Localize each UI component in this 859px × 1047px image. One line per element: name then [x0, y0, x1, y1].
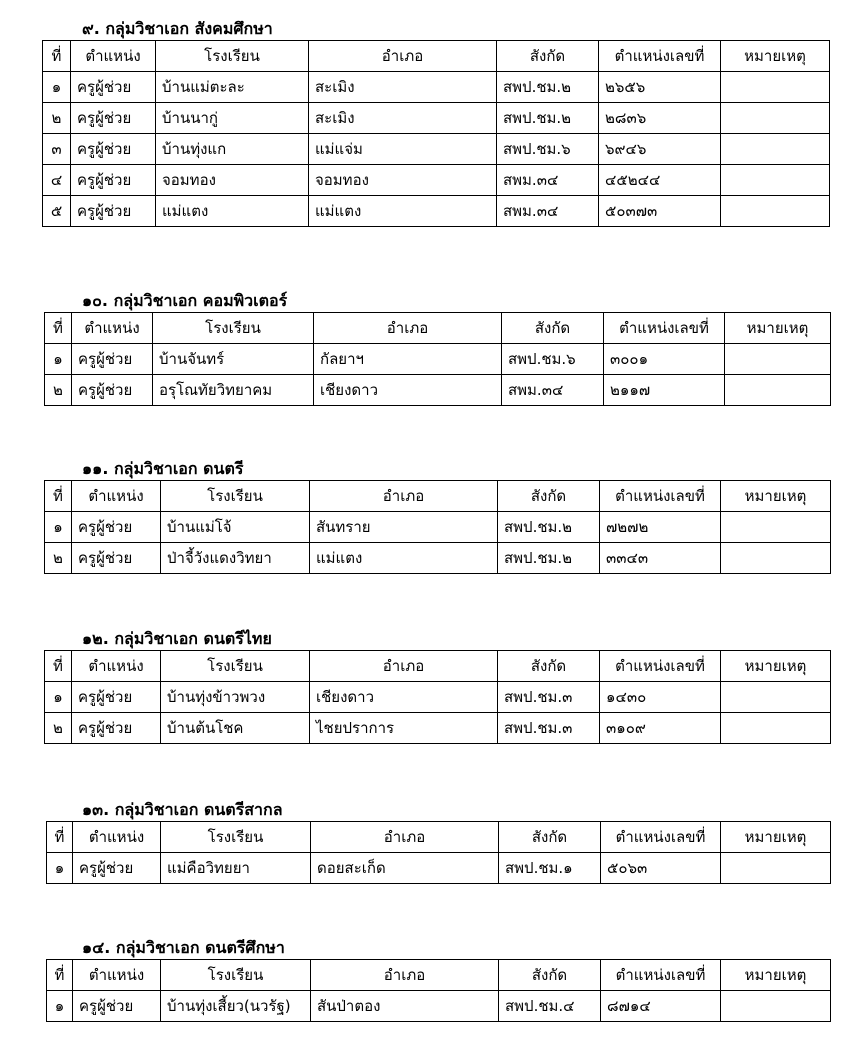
header-school: โรงเรียน	[161, 481, 310, 512]
cell-office: สพม.๓๔	[497, 165, 599, 196]
cell-position: ครูผู้ช่วย	[72, 375, 153, 406]
table-row	[45, 543, 831, 574]
cell-position: ครูผู้ช่วย	[71, 72, 156, 103]
table-row	[43, 134, 830, 165]
cell-school: บ้านทุ่งข้าวพวง	[161, 682, 310, 713]
cell-position-number: ๒๖๕๖	[599, 72, 721, 103]
cell-no: ๒	[45, 713, 72, 744]
cell-district: เชียงดาว	[314, 375, 502, 406]
header-district: อำเภอ	[310, 481, 498, 512]
cell-school: อรุโณทัยวิทยาคม	[153, 375, 314, 406]
cell-district: แม่แตง	[310, 543, 498, 574]
header-position: ตำแหน่ง	[71, 41, 156, 72]
section-title: ๑๒. กลุ่มวิชาเอก ดนตรีไทย	[82, 629, 272, 648]
header-remark: หมายเหตุ	[721, 822, 831, 853]
cell-school: บ้านแม่ตะละ	[156, 72, 309, 103]
cell-no: ๒	[45, 543, 72, 574]
section-title: ๑๔. กลุ่มวิชาเอก ดนตรีศึกษา	[82, 938, 285, 957]
header-remark: หมายเหตุ	[721, 41, 830, 72]
table-row	[43, 196, 830, 227]
cell-office: สพป.ชม.๖	[502, 344, 604, 375]
cell-district: เชียงดาว	[310, 682, 498, 713]
header-remark: หมายเหตุ	[721, 651, 831, 682]
header-district: อำเภอ	[310, 651, 498, 682]
table-header-row	[43, 41, 830, 72]
table-row	[45, 713, 831, 744]
section-title: ๙. กลุ่มวิชาเอก สังคมศึกษา	[82, 19, 273, 38]
cell-district: จอมทอง	[309, 165, 497, 196]
header-position: ตำแหน่ง	[73, 822, 161, 853]
header-no: ที่	[45, 481, 72, 512]
cell-position-number: ๔๕๒๔๔	[599, 165, 721, 196]
cell-no: ๑	[47, 991, 73, 1022]
cell-no: ๔	[43, 165, 71, 196]
header-school: โรงเรียน	[161, 822, 311, 853]
table-row	[45, 375, 831, 406]
cell-school: บ้านแม่โจ้	[161, 512, 310, 543]
cell-position: ครูผู้ช่วย	[71, 165, 156, 196]
cell-no: ๒	[43, 103, 71, 134]
header-district: อำเภอ	[311, 960, 499, 991]
cell-office: สพม.๓๔	[497, 196, 599, 227]
cell-position-number: ๕๐๖๓	[601, 853, 721, 884]
position-table	[42, 40, 830, 227]
cell-position-number: ๗๒๗๒	[600, 512, 721, 543]
position-table	[46, 959, 831, 1022]
header-position-number: ตำแหน่งเลขที่	[599, 41, 721, 72]
position-table	[46, 821, 831, 884]
header-district: อำเภอ	[309, 41, 497, 72]
cell-position: ครูผู้ช่วย	[72, 682, 161, 713]
cell-position: ครูผู้ช่วย	[71, 196, 156, 227]
cell-no: ๑	[45, 682, 72, 713]
position-table	[44, 650, 831, 744]
cell-position-number: ๓๐๐๑	[604, 344, 725, 375]
header-school: โรงเรียน	[161, 651, 310, 682]
header-position-number: ตำแหน่งเลขที่	[601, 822, 721, 853]
table-row	[43, 103, 830, 134]
cell-remark	[721, 512, 831, 543]
cell-no: ๑	[45, 344, 72, 375]
table-row	[45, 682, 831, 713]
cell-school: บ้านจันทร์	[153, 344, 314, 375]
header-office: สังกัด	[499, 960, 601, 991]
cell-remark	[721, 165, 830, 196]
cell-remark	[721, 991, 831, 1022]
cell-position-number: ๑๔๓๐	[600, 682, 721, 713]
table-header-row	[47, 960, 831, 991]
cell-school: บ้านทุ่งเสี้ยว(นวรัฐ)	[161, 991, 311, 1022]
header-position-number: ตำแหน่งเลขที่	[604, 313, 725, 344]
cell-no: ๑	[45, 512, 72, 543]
table-header-row	[47, 822, 831, 853]
section-title: ๑๓. กลุ่มวิชาเอก ดนตรีสากล	[82, 800, 283, 819]
cell-position: ครูผู้ช่วย	[73, 853, 161, 884]
cell-remark	[721, 543, 831, 574]
header-school: โรงเรียน	[153, 313, 314, 344]
cell-remark	[725, 344, 831, 375]
cell-office: สพป.ชม.๖	[497, 134, 599, 165]
section-title: ๑๑. กลุ่มวิชาเอก ดนตรี	[82, 459, 244, 478]
cell-office: สพป.ชม.๔	[499, 991, 601, 1022]
cell-no: ๑	[43, 72, 71, 103]
header-no: ที่	[47, 960, 73, 991]
header-no: ที่	[45, 651, 72, 682]
header-school: โรงเรียน	[156, 41, 309, 72]
cell-position: ครูผู้ช่วย	[73, 991, 161, 1022]
header-position-number: ตำแหน่งเลขที่	[600, 481, 721, 512]
cell-position: ครูผู้ช่วย	[72, 713, 161, 744]
position-table	[44, 480, 831, 574]
cell-position-number: ๘๗๑๔	[601, 991, 721, 1022]
header-position: ตำแหน่ง	[72, 313, 153, 344]
cell-district: สันทราย	[310, 512, 498, 543]
header-district: อำเภอ	[311, 822, 499, 853]
cell-remark	[721, 196, 830, 227]
cell-position: ครูผู้ช่วย	[72, 543, 161, 574]
cell-school: แม่แตง	[156, 196, 309, 227]
cell-position-number: ๖๙๔๖	[599, 134, 721, 165]
cell-remark	[725, 375, 831, 406]
cell-remark	[721, 682, 831, 713]
cell-remark	[721, 134, 830, 165]
header-no: ที่	[47, 822, 73, 853]
header-office: สังกัด	[497, 41, 599, 72]
cell-position-number: ๕๐๓๗๓	[599, 196, 721, 227]
header-district: อำเภอ	[314, 313, 502, 344]
cell-district: สันป่าตอง	[311, 991, 499, 1022]
cell-district: ไชยปราการ	[310, 713, 498, 744]
table-row	[43, 165, 830, 196]
table-row	[45, 512, 831, 543]
header-school: โรงเรียน	[161, 960, 311, 991]
section-title: ๑๐. กลุ่มวิชาเอก คอมพิวเตอร์	[82, 291, 288, 310]
cell-no: ๕	[43, 196, 71, 227]
cell-district: แม่แตง	[309, 196, 497, 227]
cell-position-number: ๒๘๓๖	[599, 103, 721, 134]
cell-office: สพป.ชม.๑	[499, 853, 601, 884]
cell-district: ดอยสะเก็ด	[311, 853, 499, 884]
header-position: ตำแหน่ง	[72, 481, 161, 512]
cell-no: ๑	[47, 853, 73, 884]
cell-remark	[721, 103, 830, 134]
cell-office: สพป.ชม.๒	[497, 72, 599, 103]
table-row	[45, 344, 831, 375]
cell-district: แม่แจ่ม	[309, 134, 497, 165]
cell-remark	[721, 853, 831, 884]
cell-position: ครูผู้ช่วย	[72, 344, 153, 375]
header-position-number: ตำแหน่งเลขที่	[601, 960, 721, 991]
cell-office: สพป.ชม.๒	[497, 103, 599, 134]
cell-office: สพป.ชม.๓	[498, 682, 600, 713]
cell-district: กัลยาฯ	[314, 344, 502, 375]
cell-position: ครูผู้ช่วย	[72, 512, 161, 543]
cell-office: สพม.๓๔	[502, 375, 604, 406]
header-office: สังกัด	[498, 481, 600, 512]
table-row	[47, 853, 831, 884]
table-header-row	[45, 651, 831, 682]
cell-office: สพป.ชม.๒	[498, 512, 600, 543]
header-remark: หมายเหตุ	[725, 313, 831, 344]
cell-position: ครูผู้ช่วย	[71, 103, 156, 134]
cell-school: จอมทอง	[156, 165, 309, 196]
cell-remark	[721, 713, 831, 744]
cell-district: สะเมิง	[309, 103, 497, 134]
cell-school: บ้านต้นโชค	[161, 713, 310, 744]
table-row	[43, 72, 830, 103]
cell-no: ๓	[43, 134, 71, 165]
cell-school: บ้านนากู่	[156, 103, 309, 134]
header-position: ตำแหน่ง	[73, 960, 161, 991]
header-office: สังกัด	[498, 651, 600, 682]
header-remark: หมายเหตุ	[721, 481, 831, 512]
header-position-number: ตำแหน่งเลขที่	[600, 651, 721, 682]
header-remark: หมายเหตุ	[721, 960, 831, 991]
cell-remark	[721, 72, 830, 103]
cell-position-number: ๒๑๑๗	[604, 375, 725, 406]
header-position: ตำแหน่ง	[72, 651, 161, 682]
position-table	[44, 312, 831, 406]
cell-office: สพป.ชม.๓	[498, 713, 600, 744]
cell-position-number: ๓๑๐๙	[600, 713, 721, 744]
table-header-row	[45, 481, 831, 512]
header-office: สังกัด	[502, 313, 604, 344]
cell-office: สพป.ชม.๒	[498, 543, 600, 574]
cell-position-number: ๓๓๔๓	[600, 543, 721, 574]
cell-school: แม่คือวิทยยา	[161, 853, 311, 884]
header-office: สังกัด	[499, 822, 601, 853]
cell-school: ป่าจี้วังแดงวิทยา	[161, 543, 310, 574]
cell-position: ครูผู้ช่วย	[71, 134, 156, 165]
table-row	[47, 991, 831, 1022]
header-no: ที่	[43, 41, 71, 72]
cell-no: ๒	[45, 375, 72, 406]
table-header-row	[45, 313, 831, 344]
header-no: ที่	[45, 313, 72, 344]
cell-school: บ้านทุ่งแก	[156, 134, 309, 165]
cell-district: สะเมิง	[309, 72, 497, 103]
